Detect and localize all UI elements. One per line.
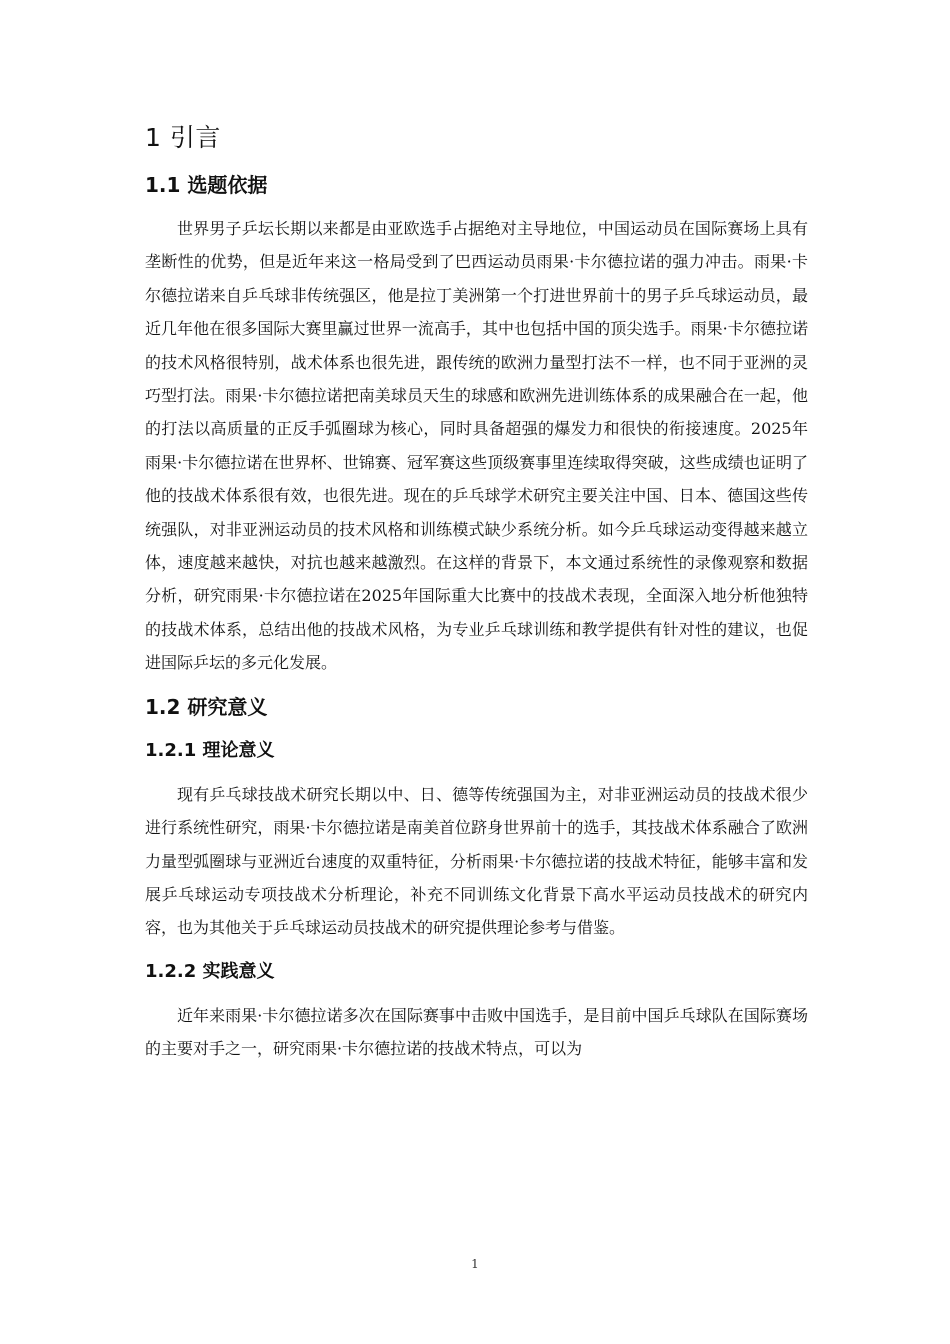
chapter-title: 1 引言 (145, 123, 221, 152)
paragraph-practical-significance: 近年来雨果·卡尔德拉诺多次在国际赛事中击败中国选手，是目前中国乒乓球队在国际赛场的主要对手之一，研究雨果·卡尔德拉诺的技战术特点，可以为 (145, 1005, 808, 1059)
paragraph-theoretical-significance: 现有乒乓球技战术研究长期以中、日、德等传统强国为主，对非亚洲运动员的技战术很少进行系统性研究，雨果·卡尔德拉诺是南美首位跻身世界前十的选手，其技战术体系融合了欧洲力量型弧圈球与亚洲近台速度的双重特征，分析雨果·卡尔德拉诺的技战术特征，能够丰富和发展乒乓球运动专项技战术分析理论，补充不同训练文化背景下高水平运动员技战术的研究内容，也为其他关于乒乓球运动员技战术的研究提供理论参考与借鉴。 (145, 784, 808, 938)
section-heading-selection-basis: 1.1 选题依据 (145, 173, 268, 197)
subsection-heading-theoretical-significance: 1.2.1 理论意义 (145, 739, 275, 761)
page-number: 1 (471, 1257, 479, 1271)
paragraph-selection-basis: 世界男子乒坛长期以来都是由亚欧选手占据绝对主导地位，中国运动员在国际赛场上具有垄断性的优势，但是近年来这一格局受到了巴西运动员雨果·卡尔德拉诺的强力冲击。雨果·卡尔德拉诺来自乒乓球非传统强区，他是拉丁美洲第一个打进世界前十的男子乒乓球运动员，最近几年他在很多国际大赛里赢过世界一流高手，其中也包括中国的顶尖选手。雨果·卡尔德拉诺的技术风格很特别，战术体系也很先进，跟传统的欧洲力量型打法不一样，也不同于亚洲的灵巧型打法。雨果·卡尔德拉诺把南美球员天生的球感和欧洲先进训练体系的成果融合在一起，他的打法以高质量的正反手弧圈球为核心，同时具备超强的爆发力和很快的衔接速度。2025年雨果·卡尔德拉诺在世界杯、世锦赛、冠军赛这些顶级赛事里连续取得突破，这些成绩也证明了他的技战术体系很有效，也很先进。现在的乒乓球学术研究主要关注中国、日本、德国这些传统强队，对非亚洲运动员的技术风格和训练模式缺少系统分析。如今乒乓球运动变得越来越立体，速度越来越快，对抗也越来越激烈。在这样的背景下，本文通过系统性的录像观察和数据分析，研究雨果·卡尔德拉诺在2025年国际重大比赛中的技战术表现，全面深入地分析他独特的技战术体系，总结出他的技战术风格，为专业乒乓球训练和教学提供有针对性的建议，也促进国际乒坛的多元化发展。 (145, 219, 808, 673)
section-heading-research-significance: 1.2 研究意义 (145, 694, 268, 719)
subsection-heading-practical-significance: 1.2.2 实践意义 (145, 960, 275, 982)
page-content (145, 118, 808, 1076)
